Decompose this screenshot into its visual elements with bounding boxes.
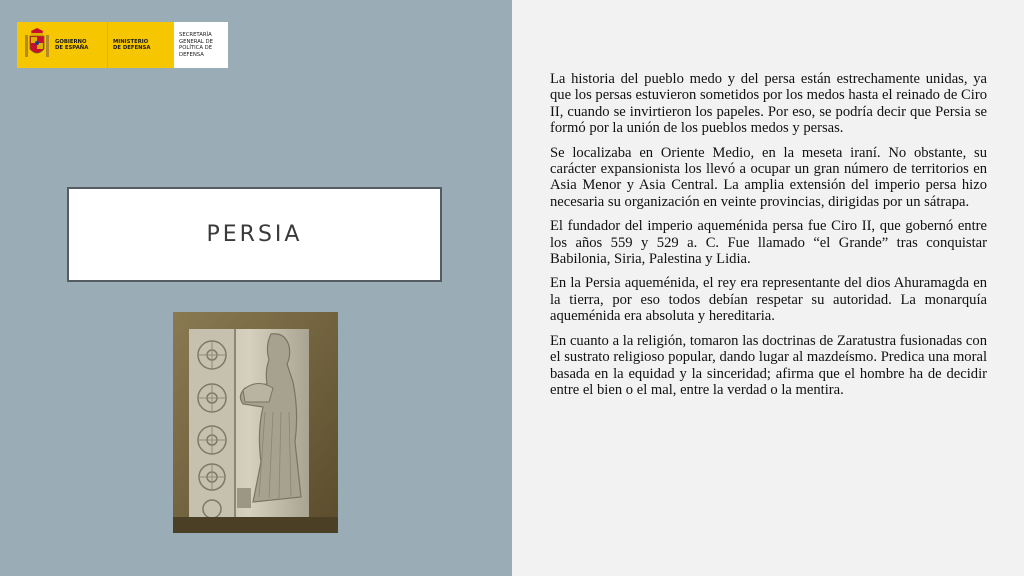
- paragraph-5: En cuanto a la religión, tomaron las doctrinas de Zaratustra fusionadas con el sustrato religioso popular, dando lugar al mazdeísmo. Predica una moral basada en la equidad y la sinceridad; afirma que el hombre ha de decidir entre el bien o el mal, entre la verdad o la mentira.: [550, 332, 987, 398]
- paragraph-2: Se localizaba en Oriente Medio, en la meseta iraní. No obstante, su carácter expansionista los llevó a ocupar un gran número de territorios en Asia Menor y Asia Central. La amplia extensión del imperio persa hizo necesaria su organización en veinte provincias, dirigidas por un sátrapa.: [550, 144, 987, 210]
- paragraph-4: En la Persia aqueménida, el rey era representante del dios Ahuramagda en la tierra, por eso todos debían respetar su autoridad. La monarquía aqueménida era absoluta y hereditaria.: [550, 275, 987, 325]
- logo-secretaria-text: SECRETARÍA GENERAL DE POLÍTICA DE DEFENSA: [179, 32, 213, 58]
- spain-coat-of-arms-icon: [23, 27, 51, 63]
- paragraph-3: El fundador del imperio aqueménida persa fue Ciro II, que gobernó entre los años 559 y 529 a. C. Fue llamado “el Grande” tras conquistar Babilonia, Siria, Palestina y Lidia.: [550, 218, 987, 268]
- slide-title-box: [67, 187, 442, 282]
- logo-ministerio-text: MINISTERIO DE DEFENSA: [113, 38, 151, 51]
- content-text: [550, 71, 987, 406]
- logo-gobierno-text: GOBIERNO DE ESPAÑA: [55, 38, 89, 51]
- logo-secretaria-block: [174, 22, 228, 68]
- government-logo: [17, 22, 228, 68]
- paragraph-1: La historia del pueblo medo y del persa están estrechamente unidas, ya que los persas estuvieron sometidos por los medos hasta el reinado de Ciro II, cuando se invirtieron los papeles. Por eso, se podría decir que Persia se formó por la unión de los pueblos medos y persas.: [550, 71, 987, 137]
- persian-relief-image: [173, 312, 338, 533]
- slide-title: PERSIA: [206, 222, 303, 247]
- logo-gobierno-block: [17, 22, 107, 68]
- logo-ministerio-block: [107, 22, 174, 68]
